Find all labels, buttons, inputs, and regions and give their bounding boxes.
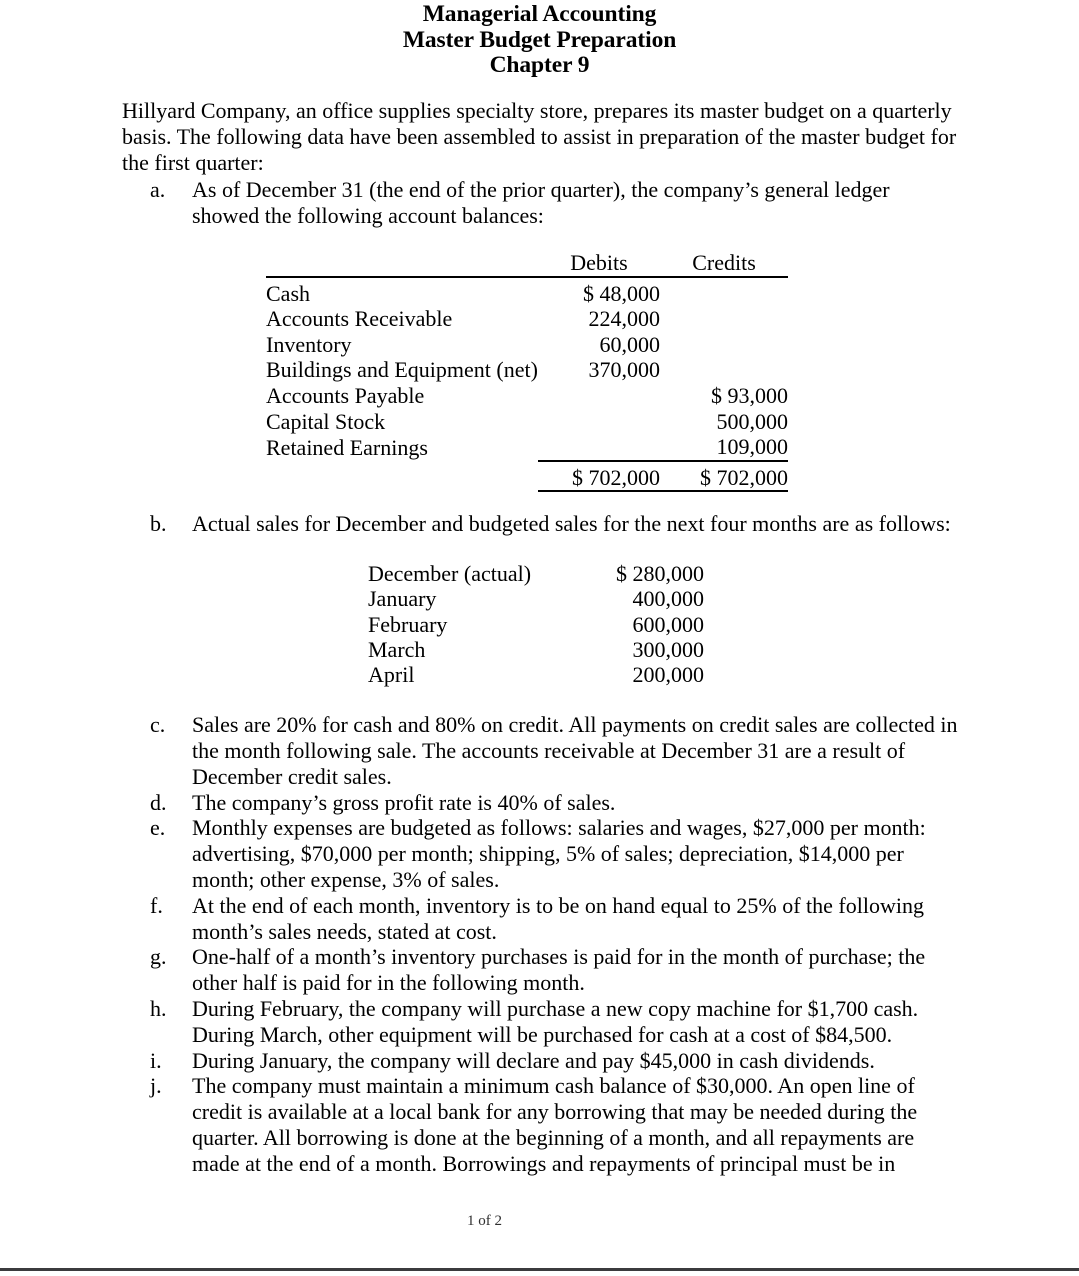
column-header-credits: Credits [692, 249, 756, 275]
total-blank [266, 461, 538, 492]
list-item-text: Actual sales for December and budgeted sales for the next four months are as follows: [192, 511, 951, 537]
account-name: Accounts Payable [266, 382, 425, 408]
account-name: Accounts Receivable [266, 306, 453, 332]
title-line-topic: Master Budget Preparation [402, 26, 677, 53]
general-ledger-table [266, 250, 788, 492]
list-item-text: At the end of each month, inventory is to be on hand equal to 25% of the following month’s sales needs, stated at cost. [192, 892, 924, 944]
credit-amount: 500,000 [716, 408, 788, 434]
list-item-letter: g. [150, 944, 167, 970]
list-item-letter: c. [150, 712, 166, 738]
list-item-text: Sales are 20% for cash and 80% on credit. All payments on credit sales are collected in the month following sale. The accounts receivable at December 31 are a result of December credit sales. [192, 712, 958, 789]
table-row [266, 332, 788, 358]
list-item-text: One-half of a month’s inventory purchases is paid for in the month of purchase; the other half is paid for in the following month. [192, 944, 926, 996]
list-item-letter: j. [150, 1073, 162, 1099]
table-row [368, 662, 704, 687]
list-item-text: The company’s gross profit rate is 40% of sales. [192, 789, 616, 815]
list-item-letter: e. [150, 815, 166, 841]
credit-amount: $ 93,000 [711, 382, 788, 408]
account-name: Retained Earnings [266, 435, 428, 461]
list-item-text: The company must maintain a minimum cash balance of $30,000. An open line of credit is available at a local bank for any borrowing that may be needed during the quarter. All borrowing is done at the beginning of a month, and all repayments are made at the end of a month. Borrowings and repayments of principal must be in [192, 1073, 918, 1176]
table-header-row [266, 250, 788, 276]
debit-amount: 370,000 [588, 357, 660, 383]
list-item-d [122, 790, 960, 816]
sales-amount: 300,000 [632, 636, 704, 662]
total-credit-amount: $ 702,000 [660, 461, 788, 492]
list-item-b [122, 511, 960, 537]
account-name: Cash [266, 280, 310, 306]
debit-amount: 224,000 [588, 306, 660, 332]
title-line-chapter: Chapter 9 [489, 52, 590, 78]
list-item-c [122, 712, 960, 789]
sales-month-label: March [368, 636, 426, 662]
list-item-a [122, 177, 960, 229]
list-item-letter: a. [150, 177, 166, 203]
credit-amount [660, 277, 788, 307]
credit-amount [660, 332, 788, 358]
sales-table-wrap [368, 561, 704, 687]
budgeted-sales-table [368, 561, 704, 687]
spacer-before-item-b [122, 492, 960, 511]
table-row [266, 383, 788, 409]
requirements-list [122, 177, 960, 1176]
list-item-text: During February, the company will purchase a new copy machine for $1,700 cash. During March, other equipment will be purchased for cash at a cost of $84,500. [192, 995, 919, 1047]
sales-amount: 600,000 [632, 611, 704, 637]
debit-amount [538, 409, 660, 435]
table-row [266, 306, 788, 332]
list-item-letter: i. [150, 1047, 162, 1073]
sales-amount: $ 280,000 [616, 561, 704, 587]
debit-amount [538, 434, 660, 461]
column-header-debits: Debits [570, 249, 628, 275]
sales-month-label: April [368, 661, 415, 687]
page-footer: 1 of 2 [467, 1213, 502, 1229]
list-item-letter: d. [150, 789, 167, 815]
sales-month-label: January [368, 586, 437, 612]
list-item-letter: b. [150, 511, 167, 537]
list-item-text: During January, the company will declare and pay $45,000 in cash dividends. [192, 1047, 875, 1073]
page-title [0, 2, 1079, 79]
table-row [368, 561, 704, 586]
list-item-letter: f. [150, 892, 163, 918]
account-name: Inventory [266, 331, 352, 357]
list-item-h [122, 996, 960, 1048]
sales-amount: 200,000 [632, 661, 704, 687]
list-item-letter: h. [150, 995, 167, 1021]
document-body [122, 98, 960, 1176]
table-row [368, 612, 704, 637]
table-total-row [266, 461, 788, 492]
account-name: Capital Stock [266, 408, 386, 434]
debit-amount: 60,000 [599, 331, 660, 357]
bottom-edge-bar [0, 1268, 1079, 1271]
table-row [368, 586, 704, 611]
ledger-table-wrap [266, 250, 788, 492]
list-item-j [122, 1073, 960, 1176]
credit-amount [660, 357, 788, 383]
title-line-course: Managerial Accounting [422, 1, 657, 27]
table-row [368, 637, 704, 662]
list-item-e [122, 815, 960, 892]
table-row [266, 434, 788, 461]
list-item-i [122, 1048, 960, 1074]
spacer-before-item-c [122, 687, 960, 712]
sales-amount: 400,000 [632, 586, 704, 612]
intro-paragraph: Hillyard Company, an office supplies specialty store, prepares its master budget on a quarterly basis. The following data have been assembled to assist in preparation of the master budget for the first quarter: [122, 98, 957, 175]
debit-amount [538, 383, 660, 409]
header-blank [266, 250, 538, 276]
debit-amount: $ 48,000 [583, 280, 660, 306]
table-row [266, 277, 788, 307]
list-item-g [122, 944, 960, 996]
list-item-f [122, 893, 960, 945]
credit-amount: 109,000 [716, 434, 788, 460]
table-row [266, 409, 788, 435]
account-name: Buildings and Equipment (net) [266, 357, 538, 383]
credit-amount [660, 306, 788, 332]
sales-month-label: February [368, 611, 448, 637]
list-item-text: As of December 31 (the end of the prior quarter), the company’s general ledger showed the following account balances: [192, 177, 890, 229]
sales-month-label: December (actual) [368, 561, 532, 587]
table-row [266, 357, 788, 383]
list-item-text: Monthly expenses are budgeted as follows: salaries and wages, $27,000 per month: advertising, $70,000 per month; shipping, 5% of sales; depreciation, $14,000 per month; other expense, 3% of sales. [192, 815, 926, 892]
total-debit-amount: $ 702,000 [538, 461, 660, 492]
